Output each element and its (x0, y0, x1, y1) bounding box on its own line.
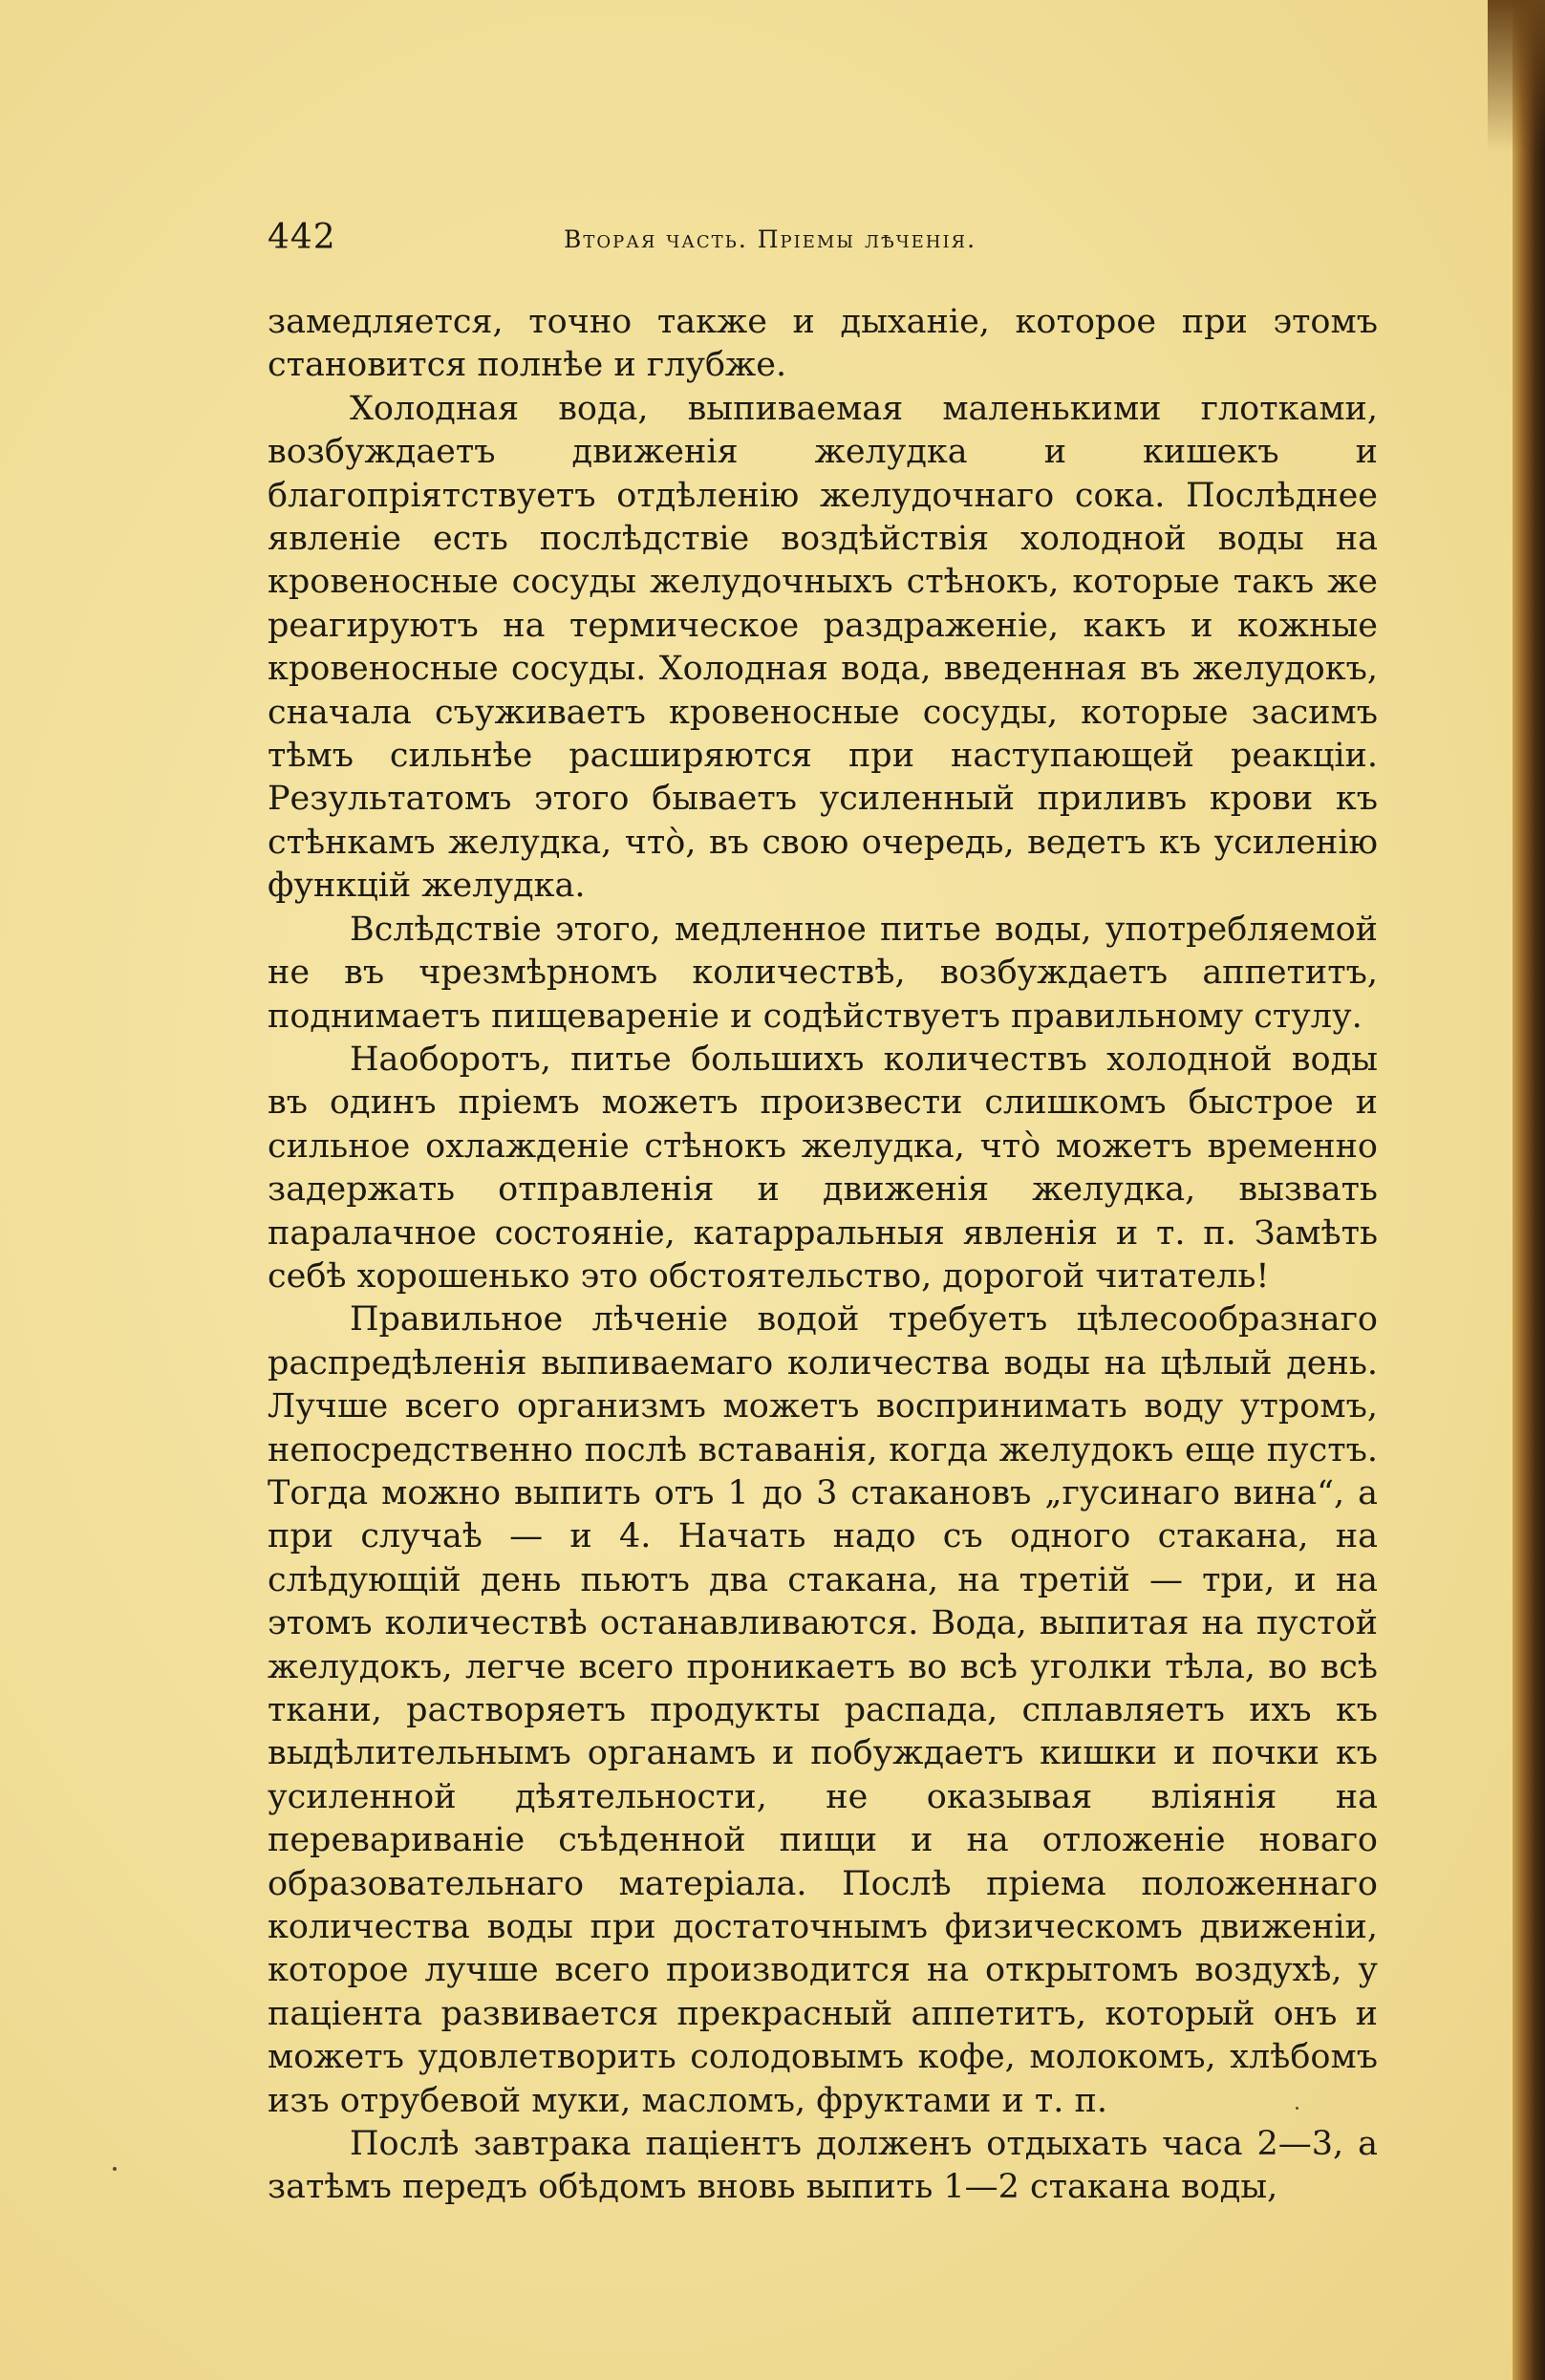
page-header (268, 218, 1376, 275)
paragraph-large-quantities: Наоборотъ, питье большихъ количествъ холодной воды въ одинъ пріемъ можетъ произвести слишкомъ быстрое и сильное охлажденіе стѣнокъ желудка, что̀ можетъ временно задержать отправленія и движенія желудка, вызвать паралачное состояніе, катарральныя явленія и т. п. Замѣть себѣ хорошенько это обстоятельство, дорогой читатель! (268, 1040, 1378, 1296)
paragraph-consequences: Вслѣдствіе этого, медленное питье воды, употребляемой не въ чрезмѣрномъ количествѣ, возбуждаетъ аппетитъ, поднимаетъ пищевареніе и содѣйствуетъ правильному стулу. (268, 910, 1378, 1036)
book-spine-edge (1513, 0, 1545, 2380)
paragraph-proper-treatment: Правильное лѣченіе водой требуетъ цѣлесообразнаго распредѣленія выпиваемаго количества воды на цѣлый день. Лучше всего организмъ можетъ воспринимать воду утромъ, непосредственно послѣ вставанія, когда желудокъ еще пустъ. Тогда можно выпить отъ 1 до 3 стакановъ „гусинаго вина“, а при случаѣ — и 4. Начать надо съ одного стакана, на слѣдующій день пьютъ два стакана, на третій — три, и на этомъ количествѣ останавливаются. Вода, выпитая на пустой желудокъ, легче всего проникаетъ во всѣ уголки тѣла, во всѣ ткани, растворяетъ продукты распада, сплавляетъ ихъ къ выдѣлительнымъ органамъ и побуждаетъ кишки и почки къ усиленной дѣятельности, не оказывая вліянія на перевариваніе съѣденной пищи и на отложеніе новаго образовательнаго матеріала. Послѣ пріема положеннаго количества воды при достаточнымъ физическомъ движеніи, которое лучше всего производится на открытомъ воздухѣ, у паціента развивается прекрасный аппетитъ, который онъ и можетъ удовлетворить солодовымъ кофе, молокомъ, хлѣбомъ изъ отрубевой муки, масломъ, фруктами и т. п. (268, 1300, 1378, 2120)
page-number: 442 (268, 218, 336, 257)
paper-speck (113, 2167, 117, 2171)
book-spine-shadow (1488, 0, 1545, 153)
paragraph-after-breakfast: Послѣ завтрака паціентъ долженъ отдыхать часа 2—3, а затѣмъ передъ обѣдомъ вновь выпить 1—2 стакана воды, (268, 2125, 1378, 2207)
paragraph-cold-water-effects: Холодная вода, выпиваемая маленькими глотками, возбуждаетъ движенія желудка и кишекъ и благопріятствуетъ отдѣленію желудочнаго сока. Послѣднее явленіе есть послѣдствіе воздѣйствія холодной воды на кровеносные сосуды желудочныхъ стѣнокъ, которые такъ же реагируютъ на термическое раздраженіе, какъ и кожные кровеносные сосуды. Холодная вода, введенная въ желудокъ, сначала съуживаетъ кровеносные сосуды, которые засимъ тѣмъ сильнѣе расширяются при наступающей реакціи. Результатомъ этого бываетъ усиленный приливъ крови къ стѣнкамъ желудка, что̀, въ свою очередь, ведетъ къ усиленію функцій желудка. (268, 389, 1378, 906)
paragraph-continuation: замедляется, точно также и дыханіе, которое при этомъ становится полнѣе и глубже. (268, 303, 1378, 385)
running-head: Вторая часть. Пріемы лѣченія. (564, 225, 977, 253)
paper-speck (1296, 2107, 1298, 2110)
body-text (268, 301, 1378, 2210)
